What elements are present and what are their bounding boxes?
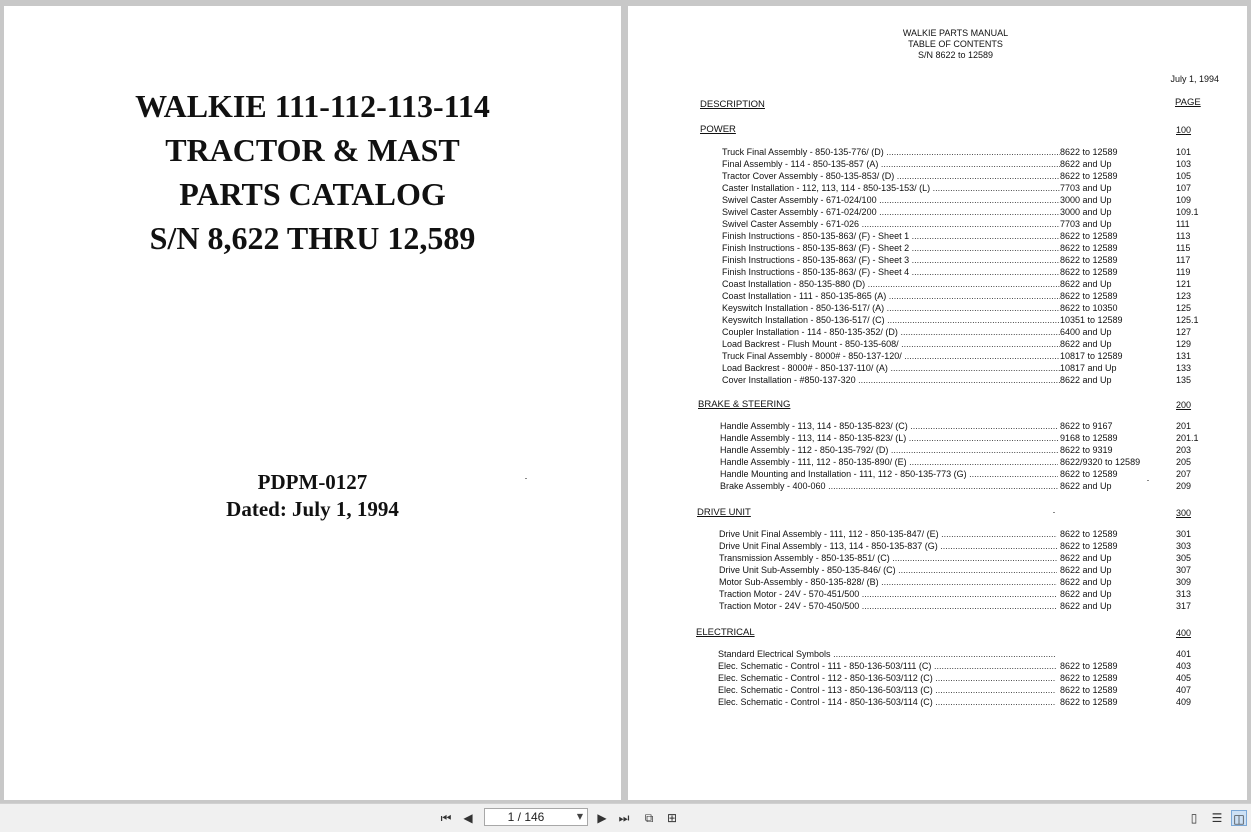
entry-serial-range: 8622 and Up (1060, 481, 1112, 491)
entry-description: Coast Installation - 111 - 850-135-865 (A) ..... (722, 290, 1060, 302)
single-page-view-icon[interactable]: ▯ (1190, 811, 1198, 825)
entry-serial-range: 8622 to 12589 (1060, 661, 1118, 671)
entry-serial-range: 8622 and Up (1060, 159, 1112, 169)
entry-description: Swivel Caster Assembly - 671-024/100 ..... (722, 194, 1060, 206)
toc-entry (628, 338, 1247, 350)
description-column-header: DESCRIPTION (700, 99, 765, 110)
entry-description: Load Backrest - Flush Mount - 850-135-608/ ..... (722, 338, 1060, 350)
entry-page-number: 407 (1176, 685, 1192, 695)
section-title: DRIVE UNIT (697, 507, 751, 518)
cover-title (4, 84, 621, 260)
toc-entry (628, 696, 1247, 708)
entry-description: Final Assembly - 114 - 850-135-857 (A) ..... (722, 158, 1060, 170)
entry-page-number: 405 (1176, 673, 1192, 683)
entry-description: Keyswitch Installation - 850-136-517/ (A) ..... (722, 302, 1060, 314)
cover-document-info (4, 469, 621, 523)
entry-serial-range: 8622 to 12589 (1060, 541, 1118, 551)
toc-entry (628, 290, 1247, 302)
entry-page-number: 403 (1176, 661, 1192, 671)
pdf-viewer-toolbar (0, 803, 1251, 832)
entry-page-number: 119 (1176, 267, 1191, 277)
toc-header-line: WALKIE PARTS MANUAL (902, 28, 1009, 38)
scan-speck (1147, 480, 1149, 481)
toc-header-line: S/N 8622 to 12589 (917, 50, 994, 60)
entry-serial-range: 8622 to 12589 (1060, 291, 1118, 301)
entry-serial-range: 6400 and Up (1060, 327, 1112, 337)
entry-serial-range: 8622 to 12589 (1060, 267, 1118, 277)
toc-entry (628, 468, 1247, 480)
entry-page-number: 133 (1176, 363, 1192, 373)
entry-serial-range: 8622 to 9319 (1060, 445, 1113, 455)
scan-speck (1053, 512, 1055, 513)
entry-page-number: 115 (1176, 243, 1191, 253)
toc-entry (628, 684, 1247, 696)
entry-page-number: 113 (1176, 231, 1191, 241)
toc-entry (628, 146, 1247, 158)
entry-serial-range: 3000 and Up (1060, 207, 1112, 217)
toc-entry (628, 480, 1247, 492)
section-title: ELECTRICAL (696, 627, 755, 638)
fit-width-icon[interactable]: ⊞ (666, 811, 678, 825)
toc-entry (628, 672, 1247, 684)
entry-page-number: 317 (1176, 601, 1192, 611)
entry-page-number: 203 (1176, 445, 1192, 455)
toc-entry (628, 266, 1247, 278)
entry-page-number: 301 (1176, 529, 1192, 539)
entry-serial-range: 8622 to 12589 (1060, 171, 1118, 181)
entry-serial-range: 8622 to 12589 (1060, 147, 1118, 157)
toc-entry (628, 528, 1247, 540)
entry-description: Standard Electrical Symbols ..... (718, 648, 1056, 660)
entry-description: Finish Instructions - 850-135-863/ (F) - Sheet 3 ..... (722, 254, 1060, 266)
entry-serial-range: 8622 and Up (1060, 601, 1112, 611)
entry-page-number: 105 (1176, 171, 1192, 181)
entry-serial-range: 8622 and Up (1060, 339, 1112, 349)
entry-page-number: 117 (1176, 255, 1191, 265)
facing-pages-view-icon[interactable]: ◫ (1231, 810, 1247, 826)
cover-title-line: TRACTOR & MAST (165, 132, 460, 168)
entry-serial-range: 9168 to 12589 (1060, 433, 1118, 443)
entry-serial-range: 3000 and Up (1060, 195, 1112, 205)
entry-serial-range: 8622 and Up (1060, 279, 1112, 289)
entry-page-number: 201 (1176, 421, 1192, 431)
toc-entry (628, 648, 1247, 660)
entry-description: Elec. Schematic - Control - 113 - 850-136-503/113 (C) ..... (718, 684, 1056, 696)
cover-title-line: PARTS CATALOG (179, 176, 446, 212)
toc-entry (628, 314, 1247, 326)
entry-page-number: 101 (1176, 147, 1192, 157)
document-number: PDPM-0127 (257, 470, 368, 494)
toc-entry (628, 206, 1247, 218)
last-page-icon[interactable]: ⏭ (618, 811, 630, 825)
section-page-number: 100 (1176, 125, 1192, 135)
entry-description: Elec. Schematic - Control - 114 - 850-136-503/114 (C) ..... (718, 696, 1056, 708)
toc-entry (628, 420, 1247, 432)
entry-page-number: 205 (1176, 457, 1192, 467)
toc-entry (628, 660, 1247, 672)
toc-entry (628, 170, 1247, 182)
toc-entry (628, 278, 1247, 290)
entry-page-number: 131 (1176, 351, 1192, 361)
toc-entry (628, 588, 1247, 600)
page-number-select[interactable] (484, 808, 588, 826)
entry-description: Finish Instructions - 850-135-863/ (F) - Sheet 4 ..... (722, 266, 1060, 278)
toc-entry (628, 326, 1247, 338)
entry-description: Load Backrest - 8000# - 850-137-110/ (A) ..... (722, 362, 1060, 374)
entry-serial-range: 8622/9320 to 12589 (1060, 457, 1141, 467)
entry-page-number: 103 (1176, 159, 1192, 169)
table-of-contents-page (628, 6, 1247, 800)
entry-serial-range: 8622 and Up (1060, 565, 1112, 575)
entry-description: Handle Assembly - 111, 112 - 850-135-890/ (E) ..... (720, 456, 1058, 468)
section-title: POWER (700, 124, 736, 135)
entry-serial-range: 8622 to 12589 (1060, 255, 1118, 265)
cover-title-line: WALKIE 111-112-113-114 (135, 88, 490, 124)
entry-page-number: 125.1 (1176, 315, 1199, 325)
toc-entry (628, 218, 1247, 230)
entry-serial-range: 8622 to 12589 (1060, 231, 1118, 241)
entry-description: Keyswitch Installation - 850-136-517/ (C) ..... (722, 314, 1060, 326)
toc-entry (628, 254, 1247, 266)
entry-page-number: 401 (1176, 649, 1192, 659)
entry-serial-range: 8622 to 12589 (1060, 243, 1118, 253)
entry-description: Caster Installation - 112, 113, 114 - 850-135-153/ (L) ..... (722, 182, 1060, 194)
entry-description: Drive Unit Sub-Assembly - 850-135-846/ (C) ..... (719, 564, 1057, 576)
entry-description: Swivel Caster Assembly - 671-024/200 ..... (722, 206, 1060, 218)
entry-serial-range: 8622 to 12589 (1060, 697, 1118, 707)
entry-serial-range: 8622 to 10350 (1060, 303, 1118, 313)
page-number-text: 1 / 146 (507, 810, 545, 824)
scan-speck (525, 478, 527, 479)
entry-page-number: 135 (1176, 375, 1192, 385)
entry-description: Finish Instructions - 850-135-863/ (F) - Sheet 1 ..... (722, 230, 1060, 242)
chevron-down-icon: ▼ (576, 812, 583, 821)
entry-description: Truck Final Assembly - 8000# - 850-137-120/ ..... (722, 350, 1060, 362)
toc-entry (628, 374, 1247, 386)
entry-serial-range: 8622 and Up (1060, 589, 1112, 599)
previous-page-icon[interactable]: ◀ (463, 811, 473, 825)
entry-description: Elec. Schematic - Control - 112 - 850-136-503/112 (C) ..... (718, 672, 1056, 684)
toc-header (868, 28, 1043, 61)
entry-page-number: 107 (1176, 183, 1192, 193)
entry-serial-range: 8622 to 12589 (1060, 469, 1118, 479)
entry-page-number: 309 (1176, 577, 1192, 587)
toc-header-line: TABLE OF CONTENTS (908, 39, 1003, 49)
entry-serial-range: 8622 to 12589 (1060, 673, 1118, 683)
entry-page-number: 303 (1176, 541, 1192, 551)
toc-entry (628, 182, 1247, 194)
entry-page-number: 305 (1176, 553, 1192, 563)
entry-description: Drive Unit Final Assembly - 111, 112 - 850-135-847/ (E) ..... (719, 528, 1057, 540)
page-column-header: PAGE (1175, 97, 1201, 108)
entry-serial-range: 8622 to 12589 (1060, 685, 1118, 695)
entry-description: Cover Installation - #850-137-320 ..... (722, 374, 1060, 386)
entry-page-number: 125 (1176, 303, 1192, 313)
toc-entry (628, 576, 1247, 588)
entry-serial-range: 7703 and Up (1060, 183, 1112, 193)
entry-description: Coast Installation - 850-135-880 (D) ..... (722, 278, 1060, 290)
entry-page-number: 109.1 (1176, 207, 1199, 217)
toc-date: July 1, 1994 (1170, 74, 1219, 84)
entry-description: Handle Mounting and Installation - 111, 112 - 850-135-773 (G) ..... (720, 468, 1058, 480)
toc-entry (628, 564, 1247, 576)
toc-entry (628, 242, 1247, 254)
section-page-number: 400 (1176, 628, 1192, 638)
first-page-icon[interactable]: ⏮ (440, 811, 452, 825)
entry-serial-range: 8622 and Up (1060, 577, 1112, 587)
entry-serial-range: 8622 to 12589 (1060, 529, 1118, 539)
toc-entry (628, 552, 1247, 564)
toc-entry (628, 600, 1247, 612)
entry-description: Motor Sub-Assembly - 850-135-828/ (B) ..... (719, 576, 1057, 588)
entry-page-number: 109 (1176, 195, 1192, 205)
entry-page-number: 201.1 (1176, 433, 1199, 443)
entry-serial-range: 8622 and Up (1060, 553, 1112, 563)
section-page-number: 200 (1176, 400, 1192, 410)
toc-entry (628, 432, 1247, 444)
document-date: Dated: July 1, 1994 (226, 497, 399, 521)
entry-serial-range: 10351 to 12589 (1060, 315, 1123, 325)
toc-entry (628, 302, 1247, 314)
toc-entry (628, 230, 1247, 242)
entry-page-number: 209 (1176, 481, 1192, 491)
entry-serial-range: 8622 and Up (1060, 375, 1112, 385)
toc-entry (628, 350, 1247, 362)
cover-title-line: S/N 8,622 THRU 12,589 (149, 220, 476, 256)
entry-serial-range: 7703 and Up (1060, 219, 1112, 229)
section-title: BRAKE & STEERING (698, 399, 791, 410)
entry-description: Drive Unit Final Assembly - 113, 114 - 850-135-837 (G) ..... (719, 540, 1057, 552)
toc-entry (628, 158, 1247, 170)
entry-description: Swivel Caster Assembly - 671-026 ..... (722, 218, 1060, 230)
entry-description: Coupler Installation - 114 - 850-135-352/ (D) ..... (722, 326, 1060, 338)
toc-entry (628, 540, 1247, 552)
continuous-view-icon[interactable]: ☰ (1211, 811, 1223, 825)
entry-description: Truck Final Assembly - 850-135-776/ (D) ..... (722, 146, 1060, 158)
entry-description: Handle Assembly - 112 - 850-135-792/ (D) ..... (720, 444, 1058, 456)
entry-serial-range: 10817 and Up (1060, 363, 1117, 373)
entry-serial-range: 8622 to 9167 (1060, 421, 1113, 431)
section-page-number: 300 (1176, 508, 1192, 518)
entry-page-number: 127 (1176, 327, 1192, 337)
entry-page-number: 123 (1176, 291, 1192, 301)
entry-description: Finish Instructions - 850-135-863/ (F) - Sheet 2 ..... (722, 242, 1060, 254)
entry-page-number: 313 (1176, 589, 1192, 599)
entry-page-number: 121 (1176, 279, 1192, 289)
entry-description: Elec. Schematic - Control - 111 - 850-136-503/111 (C) ..... (718, 660, 1056, 672)
entry-page-number: 307 (1176, 565, 1192, 575)
next-page-icon[interactable]: ▶ (597, 811, 607, 825)
entry-description: Traction Motor - 24V - 570-450/500 ..... (719, 600, 1057, 612)
fit-page-icon[interactable]: ⧉ (644, 811, 654, 825)
entry-serial-range: 10817 to 12589 (1060, 351, 1123, 361)
entry-page-number: 409 (1176, 697, 1192, 707)
entry-page-number: 111 (1176, 219, 1190, 229)
entry-description: Handle Assembly - 113, 114 - 850-135-823/ (C) ..... (720, 420, 1058, 432)
entry-description: Handle Assembly - 113, 114 - 850-135-823/ (L) ..... (720, 432, 1058, 444)
entry-description: Traction Motor - 24V - 570-451/500 ..... (719, 588, 1057, 600)
cover-page (4, 6, 621, 800)
entry-page-number: 207 (1176, 469, 1192, 479)
toc-entry (628, 444, 1247, 456)
entry-description: Brake Assembly - 400-060 ..... (720, 480, 1058, 492)
entry-description: Tractor Cover Assembly - 850-135-853/ (D) ..... (722, 170, 1060, 182)
entry-description: Transmission Assembly - 850-135-851/ (C) ..... (719, 552, 1057, 564)
entry-page-number: 129 (1176, 339, 1192, 349)
toc-entry (628, 194, 1247, 206)
toc-entry (628, 362, 1247, 374)
toc-entry (628, 456, 1247, 468)
